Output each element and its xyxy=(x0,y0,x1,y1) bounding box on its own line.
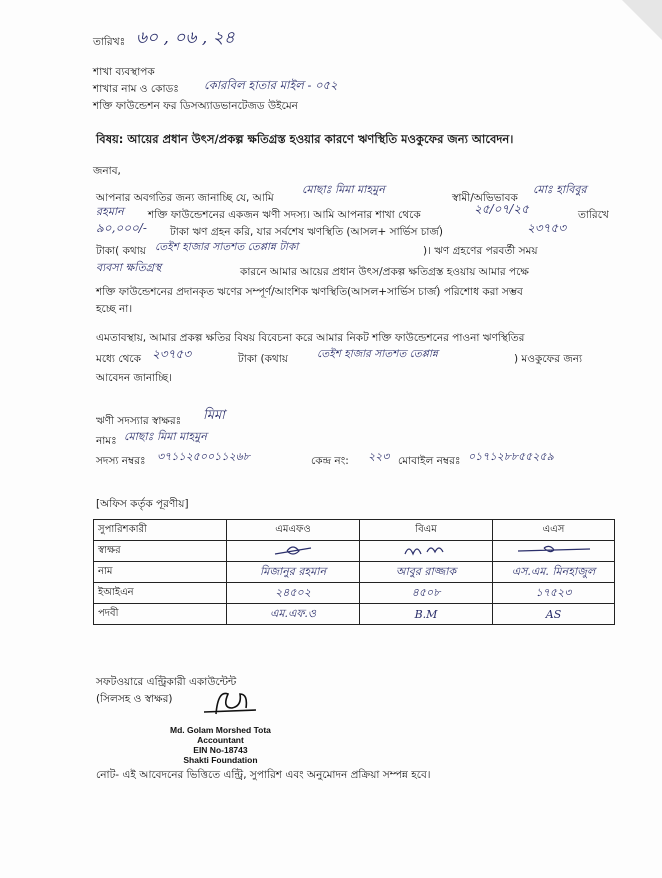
waive-amount-handwritten: ২৩৭৫৩ xyxy=(152,347,191,361)
branch-label: শাখার নাম ও কোডঃ xyxy=(93,83,179,95)
signature-cell-bm xyxy=(360,541,493,562)
stamp-line: Md. Golam Morshed Tota xyxy=(170,725,271,735)
designation-cell: AS xyxy=(493,604,615,625)
stamp-line: Accountant xyxy=(197,735,244,745)
name-cell: আবুর রাজ্জাক xyxy=(360,562,493,583)
member-number-label: সদস্য নম্বরঃ xyxy=(96,455,146,467)
loan-date-handwritten: ২৫/০৭/২৫ xyxy=(474,202,529,216)
mobile-value: ০১৭১২৮৮৫৫২৫৯ xyxy=(468,450,554,463)
table-header-cell: এএস xyxy=(493,520,615,541)
guardian-name-b: রহমান xyxy=(96,205,124,218)
salutation: জনাব, xyxy=(93,165,121,177)
member-signature-label: ঋণী সদস্যার স্বাক্ষরঃ xyxy=(96,415,182,427)
member-number-value: ৩৭১১২৫০০১১২৬৮ xyxy=(157,450,250,463)
table-header-cell: বিএম xyxy=(360,520,493,541)
body-line-2b: তারিখে xyxy=(578,209,609,221)
accountant-signature xyxy=(196,684,266,724)
body-line-7: হচ্ছে না। xyxy=(96,303,133,315)
member-name-value: মোছাঃ মিমা মাহমুন xyxy=(124,430,207,443)
accountant-label: সফটওয়ারে এন্ট্রিকারী একাউন্টেন্ট xyxy=(96,676,237,688)
loan-amount-handwritten: ৯০,০০০/- xyxy=(96,221,147,235)
page-fold-corner xyxy=(622,0,662,40)
body-line-2a: শক্তি ফাউন্ডেশনের একজন ঋণী সদস্য। আমি আপনার শাখা থেকে xyxy=(148,209,421,221)
signature-mark xyxy=(401,542,451,558)
body-p2-line-3: আবেদন জানাচ্ছি। xyxy=(96,372,172,384)
office-section-label: [অফিস কর্তৃক পূরণীয়] xyxy=(96,498,189,510)
body-p2-line-2c: ) মওকুফের জন্য xyxy=(514,353,583,365)
branch-manager-line: শাখা ব্যবস্থাপক xyxy=(93,66,155,78)
name-cell: মিজানুর রহমান xyxy=(227,562,360,583)
signature-mark xyxy=(273,542,313,558)
accountant-seal-label: (সিলসহ ও স্বাক্ষর) xyxy=(96,693,173,705)
body-line-3a: টাকা ঋণ গ্রহন করি, যার সর্বশেষ ঋণস্থিতি (আসল+ সার্ভিস চার্জ) xyxy=(170,226,443,238)
balance-handwritten: ২৩৭৫৩ xyxy=(527,221,566,235)
table-header-row xyxy=(94,520,615,541)
ein-cell: ১৭৫২৩ xyxy=(493,583,615,604)
designation-cell: এম.এফ.ও xyxy=(227,604,360,625)
subject-line: বিষয়: আয়ের প্রধান উৎস/প্রকল্প ক্ষতিগ্রস্ত হওয়ার কারণে ঋণস্থিতি মওকুফের জন্য আবেদন। xyxy=(96,132,514,146)
table-row xyxy=(94,604,615,625)
name-cell: এস.এম. মিনহাজুল xyxy=(493,562,615,583)
designation-cell: B.M xyxy=(360,604,493,625)
centre-value: ২২৩ xyxy=(368,450,390,463)
table-header-cell: সুপারিশকারী xyxy=(94,520,227,541)
row-label: পদবী xyxy=(94,604,227,625)
body-line-5: কারনে আমার আয়ের প্রধান উৎস/প্রকল্প ক্ষতিগ্রস্ত হওয়ায় আমার পক্ষে xyxy=(240,266,529,278)
table-row xyxy=(94,562,615,583)
loss-reason-handwritten: ব্যবসা ক্ষতিগ্রস্থ xyxy=(96,261,162,274)
branch-value: কোরবিল হাতার মাইল - ০৫২ xyxy=(204,78,338,92)
body-line-4b: )। ঋণ গ্রহণের পরবর্তী সময় xyxy=(423,245,538,257)
date-label: তারিখঃ xyxy=(93,36,126,48)
body-p2-line-2a: মধ্যে থেকে xyxy=(96,353,141,365)
body-line-4a: টাকা( কথায় xyxy=(96,245,146,257)
signature-cell-mfo xyxy=(227,541,360,562)
table-row xyxy=(94,541,615,562)
mobile-label: মোবাইল নম্বরঃ xyxy=(398,455,461,467)
waive-words-handwritten: তেইশ হাজার সাতশত তেপ্পান্ন xyxy=(317,348,438,360)
body-line-1a: আপনার অবগতির জন্য জানাচ্ছি যে, আমি xyxy=(96,192,274,204)
body-line-6: শক্তি ফাউন্ডেশনের প্রদানকৃত ঋণের সম্পূর্ণ/আংশিক ঋণস্থিতি(আসল+সার্ভিস চার্জ) পরিশোধ করা সম্ভব xyxy=(96,286,523,298)
stamp-line: Shakti Foundation xyxy=(183,755,258,765)
guardian-name-a: মোঃ হাবিবুর xyxy=(533,183,587,196)
row-label: স্বাক্ষর xyxy=(94,541,227,562)
stamp-line: EIN No-18743 xyxy=(193,745,248,755)
applicant-name-handwritten: মোছাঃ মিমা মাহমুন xyxy=(302,183,385,196)
balance-words-handwritten: তেইশ হাজার সাতশত তেপ্পান্ন টাকা xyxy=(155,241,299,253)
signature-cell-as xyxy=(493,541,615,562)
table-header-cell: এমএফও xyxy=(227,520,360,541)
member-name-label: নামঃ xyxy=(96,435,117,447)
body-p2-line-2b: টাকা (কথায় xyxy=(238,353,288,365)
row-label: ইআইএন xyxy=(94,583,227,604)
body-line-1b: স্বামী/অভিভাবক xyxy=(452,192,518,204)
centre-label: কেন্দ্র নং: xyxy=(311,455,349,467)
accountant-stamp xyxy=(170,725,271,765)
body-p2-line-1: এমতাবস্থায়, আমার প্রকল্প ক্ষতির বিষয় বিবেচনা করে আমার নিকট শক্তি ফাউন্ডেশনের পাওনা ঋণস্থিতির xyxy=(96,332,525,344)
organization-line: শক্তি ফাউন্ডেশন ফর ডিসঅ্যাডভানটেজড উইমেন xyxy=(93,100,298,112)
ein-cell: ৪৫০৮ xyxy=(360,583,493,604)
date-value: ৬০ , ০৬ , ২৪ xyxy=(136,28,235,48)
table-row xyxy=(94,583,615,604)
footer-note: নোট- এই আবেদনের ভিত্তিতে এন্ট্রি, সুপারিশ এবং অনুমোদন প্রক্রিয়া সম্পন্ন হবে। xyxy=(96,769,431,781)
member-signature-value: মিমা xyxy=(203,408,225,423)
signature-mark xyxy=(514,542,594,558)
recommendation-table xyxy=(93,519,615,625)
ein-cell: ২৪৫০২ xyxy=(227,583,360,604)
row-label: নাম xyxy=(94,562,227,583)
